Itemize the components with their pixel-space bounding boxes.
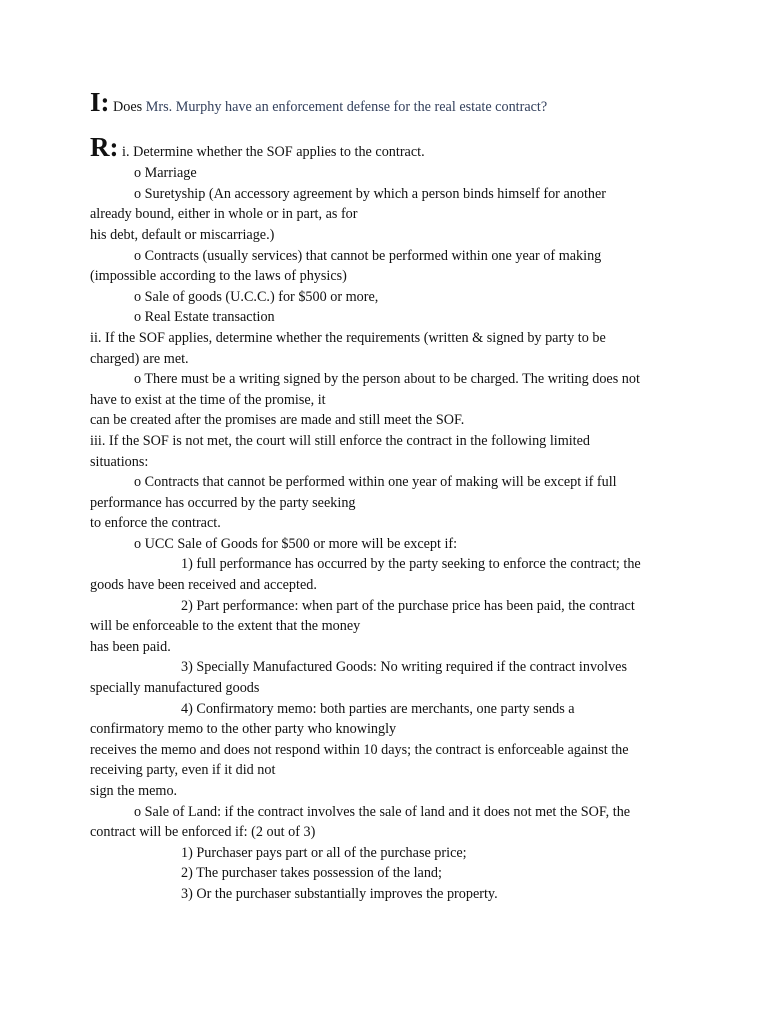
text-line: contract will be enforced if: (2 out of 3) xyxy=(90,824,316,841)
land-exception-3: 3) Or the purchaser substantially improves the property. xyxy=(181,885,498,902)
text-line: has been paid. xyxy=(90,638,171,655)
text-line: confirmatory memo to the other party who knowingly xyxy=(90,721,397,738)
sof-item-real-estate: o Real Estate transaction xyxy=(134,309,275,326)
text-line: specially manufactured goods xyxy=(90,680,260,697)
rule-step-3: iii. If the SOF is not met, the court will still enforce the contract in the following limited xyxy=(90,432,591,449)
text-line: his debt, default or miscarriage.) xyxy=(90,226,275,243)
issue-question-text: Mrs. Murphy have an enforcement defense for the real estate contract? xyxy=(142,99,548,115)
sof-item-marriage: o Marriage xyxy=(134,165,197,182)
ucc-exception-3: 3) Specially Manufactured Goods: No writing required if the contract involves xyxy=(181,659,627,676)
text-line: (impossible according to the laws of physics) xyxy=(90,268,347,285)
issue-heading xyxy=(90,87,678,118)
exception-one-year: o Contracts that cannot be performed within one year of making will be except if full xyxy=(134,474,617,491)
issue-question-lead: Does xyxy=(113,99,143,115)
land-exception-1: 1) Purchaser pays part or all of the purchase price; xyxy=(181,844,467,861)
text-line: will be enforceable to the extent that the money xyxy=(90,618,361,635)
ucc-exception-1: 1) full performance has occurred by the party seeking to enforce the contract; the xyxy=(181,556,641,573)
sof-item-one-year: o Contracts (usually services) that cannot be performed within one year of making xyxy=(134,247,602,264)
text-line: already bound, either in whole or in part, as for xyxy=(90,206,358,223)
text-line: sign the memo. xyxy=(90,783,178,799)
issue-marker: I: xyxy=(90,87,110,117)
rule-step-1: i. Determine whether the SOF applies to the contract. xyxy=(118,143,425,160)
rule-step-2: ii. If the SOF applies, determine whether the requirements (written & signed by party to be xyxy=(90,329,606,346)
text-line: performance has occurred by the party seeking xyxy=(90,494,356,511)
rule-marker: R: xyxy=(90,131,119,162)
exception-ucc: o UCC Sale of Goods for $500 or more will be except if: xyxy=(134,535,458,552)
ucc-exception-2: 2) Part performance: when part of the purchase price has been paid, the contract xyxy=(181,597,635,614)
ucc-exception-4: 4) Confirmatory memo: both parties are merchants, one party sends a xyxy=(181,700,575,717)
exception-sale-of-land: o Sale of Land: if the contract involves the sale of land and it does not met the SOF, the xyxy=(134,803,631,820)
text-line: receives the memo and does not respond within 10 days; the contract is enforceable against the xyxy=(90,741,629,758)
text-line: receiving party, even if it did not xyxy=(90,762,276,779)
rule-heading xyxy=(90,131,678,163)
text-line: goods have been received and accepted. xyxy=(90,577,317,594)
land-exception-2: 2) The purchaser takes possession of the land; xyxy=(181,865,442,882)
text-line: have to exist at the time of the promise, it xyxy=(90,391,326,408)
writing-requirement: o There must be a writing signed by the person about to be charged. The writing does not xyxy=(134,371,640,388)
sof-item-sale-of-goods: o Sale of goods (U.C.C.) for $500 or more, xyxy=(134,288,379,305)
text-line: situations: xyxy=(90,453,149,470)
document-body xyxy=(90,87,678,905)
sof-item-suretyship: o Suretyship (An accessory agreement by which a person binds himself for another xyxy=(134,185,606,202)
text-line: charged) are met. xyxy=(90,350,189,367)
text-line: can be created after the promises are made and still meet the SOF. xyxy=(90,412,465,429)
text-line: to enforce the contract. xyxy=(90,515,221,532)
